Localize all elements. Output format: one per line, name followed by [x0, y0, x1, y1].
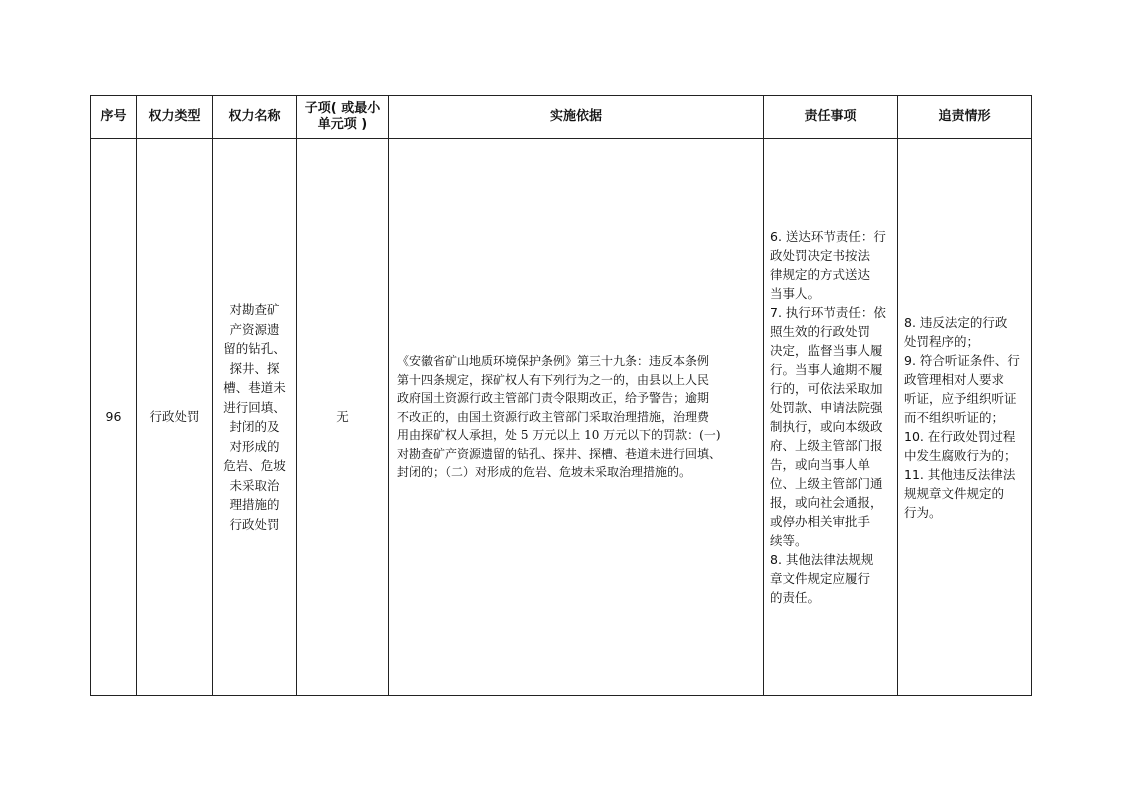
header-row: [91, 96, 1032, 139]
cell-accountability: [898, 139, 1032, 696]
accountability-line: 政管理相对人要求: [904, 371, 1005, 387]
responsibility-line: 7. 执行环节责任：依: [770, 305, 886, 320]
table-row: [91, 139, 1032, 696]
responsibility-line: 章文件规定应履行: [770, 571, 871, 586]
header-power-name: 权力名称: [213, 96, 297, 139]
responsibility-line: 续等。: [770, 533, 808, 548]
responsibility-line: 行的，可依法采取加: [770, 381, 883, 396]
cell-power-type: 行政处罚: [137, 139, 213, 696]
accountability-line: 行为。: [904, 504, 942, 520]
cell-power-name: [213, 139, 297, 696]
responsibility-line: 制执行，或向本级政: [770, 419, 883, 434]
accountability-line: 9. 符合听证条件、行: [904, 352, 1020, 368]
basis-line: 政府国土资源行政主管部门责令限期改正，给予警告；逾期: [397, 391, 710, 406]
responsibility-line: 照生效的行政处罚: [770, 324, 871, 339]
basis-line: 对勘查矿产资源遗留的钻孔、探井、探槽、巷道未进行回填、: [397, 446, 722, 461]
cell-basis: [389, 139, 764, 696]
cell-responsibility: [764, 139, 898, 696]
accountability-line: 处罚程序的；: [904, 333, 980, 349]
responsibility-line: 决定，监督当事人履: [770, 343, 883, 358]
accountability-line: 听证，应予组织听证: [904, 390, 1017, 406]
power-list-table: [90, 95, 1032, 696]
header-basis: 实施依据: [389, 96, 764, 139]
basis-line: 封闭的；（二）对形成的危岩、危坡未采取治理措施的。: [397, 465, 692, 480]
responsibility-line: 位、上级主管部门通: [770, 476, 883, 491]
responsibility-line: 8. 其他法律法规规: [770, 552, 874, 567]
accountability-line: 11. 其他违反法律法: [904, 466, 1016, 482]
accountability-line: 8. 违反法定的行政: [904, 314, 1008, 330]
power-name-line: 对形成的: [229, 438, 280, 454]
accountability-line: 而不组织听证的；: [904, 409, 1005, 425]
header-power-type: 权力类型: [137, 96, 213, 139]
power-name-line: 未采取治: [229, 477, 280, 493]
responsibility-line: 行。当事人逾期不履: [770, 362, 883, 377]
cell-seq: 96: [91, 139, 137, 696]
responsibility-line: 或停办相关审批手: [770, 514, 871, 529]
power-name-line: 进行回填、: [223, 399, 286, 415]
power-name-line: 危岩、危坡: [223, 458, 286, 473]
accountability-line: 10. 在行政处罚过程: [904, 428, 1016, 444]
power-name-line: 槽、巷道未: [223, 380, 286, 395]
power-name-line: 封闭的及: [229, 419, 280, 434]
responsibility-line: 律规定的方式送达: [770, 267, 871, 282]
responsibility-line: 当事人。: [770, 286, 821, 301]
responsibility-line: 报，或向社会通报，: [770, 495, 883, 510]
basis-line: 不改正的，由国土资源行政主管部门采取治理措施，治理费: [397, 409, 710, 424]
basis-line: 《安徽省矿山地质环境保护条例》第三十九条：违反本条例: [397, 354, 710, 369]
power-name-line: 留的钻孔、: [223, 341, 286, 356]
responsibility-line: 处罚款、申请法院强: [770, 400, 883, 415]
power-name-line: 行政处罚: [229, 516, 280, 532]
responsibility-line: 告，或向当事人单: [770, 457, 871, 472]
power-name-line: 产资源遗: [229, 321, 280, 337]
header-responsibility: 责任事项: [764, 96, 898, 139]
accountability-line: 中发生腐败行为的；: [904, 447, 1017, 463]
basis-line: 用由探矿权人承担，处 5 万元以上 10 万元以下的罚款：(一): [397, 428, 721, 443]
power-name-line: 探井、探: [229, 360, 280, 376]
power-name-line: 对勘查矿: [229, 302, 280, 317]
cell-sub-item: 无: [297, 139, 389, 696]
accountability-line: 规规章文件规定的: [904, 485, 1005, 501]
responsibility-line: 府、上级主管部门报: [770, 438, 883, 453]
header-accountability: 追责情形: [898, 96, 1032, 139]
responsibility-line: 6. 送达环节责任：行: [770, 229, 886, 244]
header-seq: 序号: [91, 96, 137, 139]
responsibility-line: 政处罚决定书按法: [770, 248, 871, 263]
power-name-line: 理措施的: [229, 497, 280, 512]
responsibility-line: 的责任。: [770, 590, 821, 605]
header-sub-item: 子项( 或最小 单元项 ): [297, 96, 389, 139]
basis-line: 第十四条规定，探矿权人有下列行为之一的，由县以上人民: [397, 372, 710, 387]
